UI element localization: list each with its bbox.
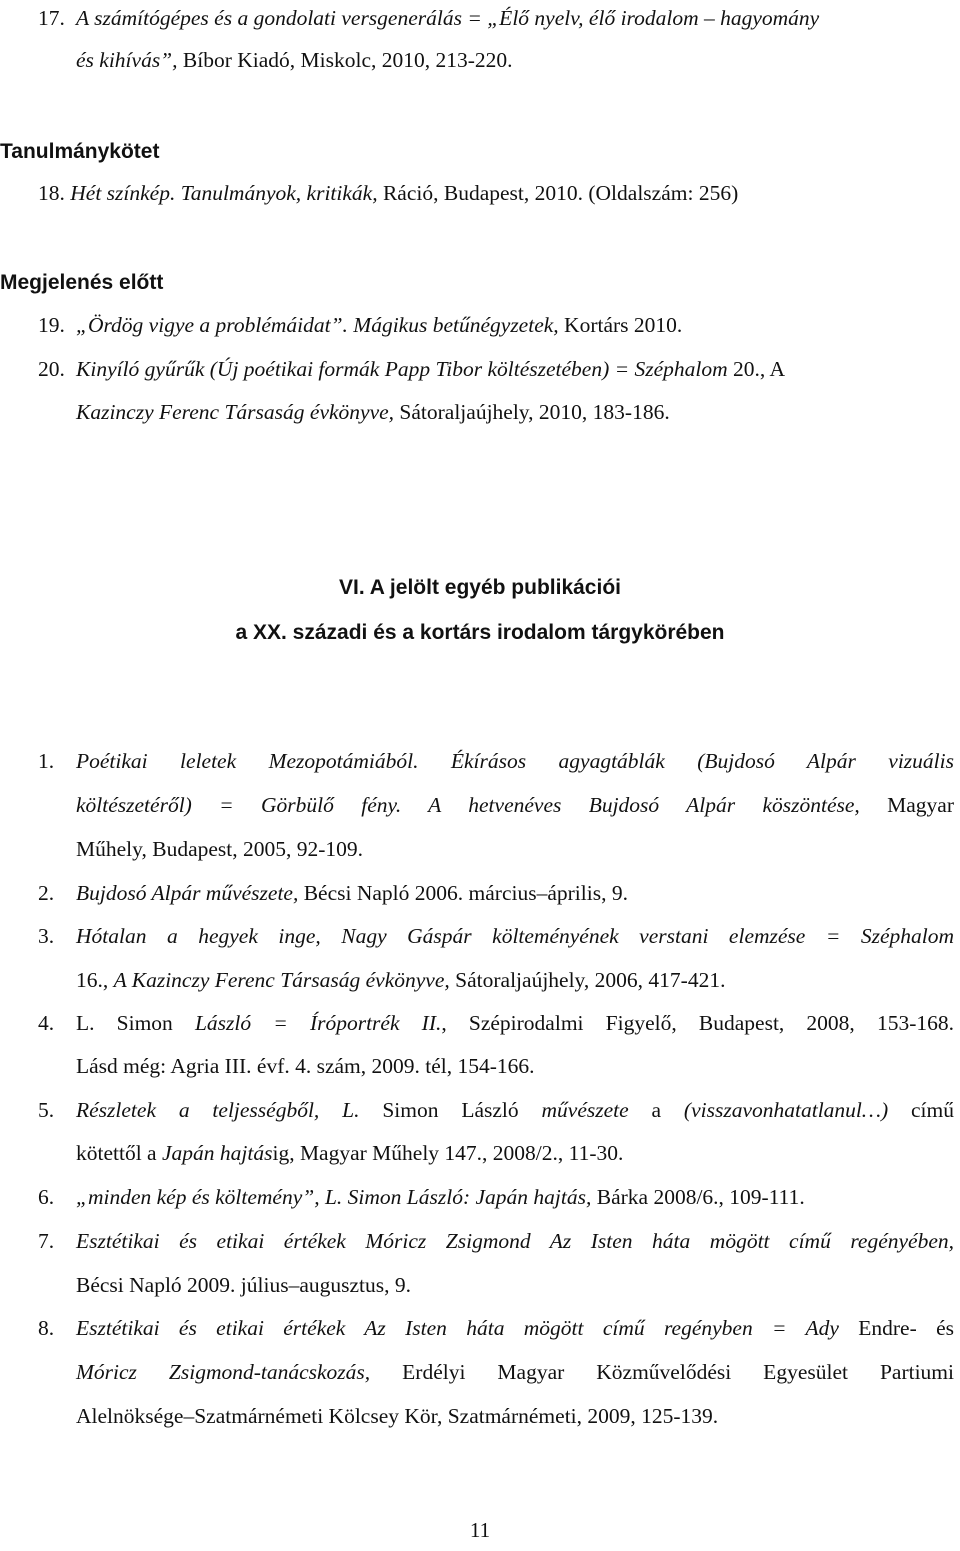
pub-8-organizer: Erdélyi Magyar Közművelődési Egyesület Partiumi (370, 1360, 955, 1384)
pub-8-line3: Alelnöksége–Szatmárnémeti Kölcsey Kör, Szatmárnémeti, 2009, 125-139. (76, 1404, 719, 1428)
entry-19-title: „Ördög vigye a problémáidat”. Mágikus betűnégyzetek, (76, 313, 559, 337)
entry-20-details: Sátoraljaújhely, 2010, 183-186. (394, 400, 670, 424)
pub-6-number: 6. (38, 1185, 55, 1209)
heading-megjelenes-elott: Megjelenés előtt (0, 271, 164, 294)
pub-5-book-title: (visszavonhatatlanul…) (683, 1098, 889, 1122)
pub-3-yearbook: A Kazinczy Ferenc Társaság évkönyve, (113, 968, 450, 992)
pub-4-author-prefix: L. Simon (76, 1011, 195, 1035)
entry-20-title: Kinyíló gyűrűk (Új poétikai formák Papp Tibor költészetében) = Széphalom (76, 357, 728, 381)
pub-5-connector: a (628, 1098, 684, 1122)
entry-20-number: 20. (38, 357, 65, 381)
pub-7-line2: Bécsi Napló 2009. július–augusztus, 9. (76, 1273, 412, 1297)
entry-19 (76, 315, 682, 337)
pub-8-line1 (76, 1318, 954, 1340)
section-heading-line1: VI. A jelölt egyéb publikációi (338, 576, 621, 599)
entry-20-line2 (76, 402, 670, 424)
pub-1-source: költészetéről) = Görbülő fény. A hetvenéves Bujdosó Alpár köszöntése, (76, 793, 860, 817)
page-number: 11 (469, 1518, 491, 1542)
entry-20-line1 (76, 359, 785, 381)
pub-3-volume: 16., (76, 968, 114, 992)
pub-4-line2: Lásd még: Agria III. évf. 4. szám, 2009. tél, 154-166. (76, 1054, 535, 1078)
pub-2 (76, 883, 628, 905)
entry-17-line2 (76, 50, 513, 72)
pub-2-number: 2. (38, 881, 55, 905)
section-heading-line2: a XX. századi és a kortárs irodalom tárgykörében (235, 621, 725, 644)
entry-18-title: Hét színkép. Tanulmányok, kritikák, (70, 181, 378, 205)
pub-2-title: Bujdosó Alpár művészete, (76, 881, 299, 905)
pub-3-line1: Hótalan a hegyek inge, Nagy Gáspár költeményének verstani elemzése = Széphalom (76, 924, 954, 948)
pub-5-title-a: Részletek a teljességből, L. (76, 1098, 360, 1122)
pub-5-japan-hajtas: Japán hajtás (161, 1141, 273, 1165)
pub-3-number: 3. (38, 924, 55, 948)
heading-tanulmanykotet: Tanulmánykötet (0, 140, 160, 163)
pub-8-line2 (76, 1362, 954, 1384)
pub-8-conference: Móricz Zsigmond-tanácskozás, (76, 1360, 371, 1384)
entry-17-publisher: Bíbor Kiadó, Miskolc, 2010, 213-220. (177, 48, 513, 72)
entry-20-volume: 20., A (727, 357, 785, 381)
entry-17-title-line1: A számítógépes és a gondolati versgenerálás = „Élő nyelv, élő irodalom – hagyomány (76, 6, 820, 30)
pub-5-cimu: című (888, 1098, 955, 1122)
pub-2-details: Bécsi Napló 2006. március–április, 9. (298, 881, 628, 905)
pub-5-details: ig, Magyar Műhely 147., 2008/2., 11-30. (272, 1141, 624, 1165)
entry-17-title-end: és kihívás”, (76, 48, 178, 72)
pub-4-details: , Szépirodalmi Figyelő, Budapest, 2008, 153-168. (441, 1011, 954, 1035)
pub-5-kotettol: kötettől a (76, 1141, 162, 1165)
pub-8-title: Esztétikai és etikai értékek Az Isten háta mögött című regényben = Ady (76, 1316, 839, 1340)
pub-7-number: 7. (38, 1229, 55, 1253)
pub-6-details: Bárka 2008/6., 109-111. (591, 1185, 805, 1209)
pub-8-number: 8. (38, 1316, 55, 1340)
pub-7-line1: Esztétikai és etikai értékek Móricz Zsigmond Az Isten háta mögött című regényében, (76, 1229, 954, 1253)
pub-5-line1 (76, 1100, 954, 1122)
pub-1-line3: Műhely, Budapest, 2005, 92-109. (76, 837, 364, 861)
pub-1-magazine: Magyar (859, 793, 954, 817)
pub-3-details: Sátoraljaújhely, 2006, 417-421. (449, 968, 726, 992)
entry-17-number: 17. (38, 6, 65, 30)
pub-6 (76, 1187, 805, 1209)
entry-20-yearbook: Kazinczy Ferenc Társaság évkönyve, (76, 400, 395, 424)
entry-18 (38, 183, 738, 205)
entry-19-details: Kortárs 2010. (558, 313, 683, 337)
entry-18-number: 18. (38, 181, 65, 205)
pub-4-line1 (76, 1013, 954, 1035)
pub-4-number: 4. (38, 1011, 55, 1035)
pub-1-line2 (76, 795, 954, 817)
pub-1-line1: Poétikai leletek Mezopotámiából. Ékírásos agyagtáblák (Bujdosó Alpár vizuális (76, 749, 954, 773)
pub-5-name: Simon László (359, 1098, 542, 1122)
pub-3-line2 (76, 970, 725, 992)
pub-1-number: 1. (38, 749, 55, 773)
pub-5-title-b: művészete (541, 1098, 629, 1122)
pub-8-endre: Endre- és (838, 1316, 954, 1340)
entry-18-details: Ráció, Budapest, 2010. (Oldalszám: 256) (377, 181, 739, 205)
pub-4-title: László = Íróportrék II. (194, 1011, 442, 1035)
pub-5-line2 (76, 1143, 623, 1165)
entry-19-number: 19. (38, 313, 65, 337)
pub-6-title: „minden kép és költemény”, L. Simon László: Japán hajtás, (76, 1185, 592, 1209)
pub-5-number: 5. (38, 1098, 55, 1122)
